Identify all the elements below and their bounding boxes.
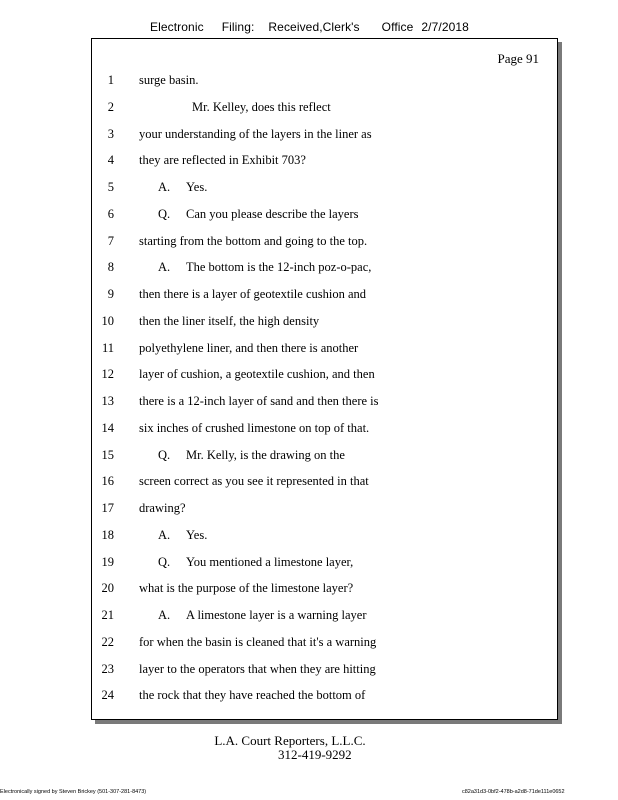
transcript-line: [92, 180, 557, 200]
transcript-line: [92, 207, 557, 227]
line-body: The bottom is the 12-inch poz-o-pac,: [186, 260, 372, 275]
page-number: Page 91: [497, 51, 539, 66]
transcript-line: [92, 581, 557, 601]
line-body: Mr. Kelly, is the drawing on the: [186, 447, 345, 462]
transcript-line: [92, 100, 557, 120]
electronic-signature: Electronically signed by Steven Brickey (501-307-281-8473): [0, 789, 147, 795]
line-text: the rock that they have reached the bottom of: [139, 688, 366, 703]
line-number: 21: [101, 608, 114, 622]
transcript-line: [92, 234, 557, 254]
transcript-line: [92, 287, 557, 307]
answer-marker: A.: [158, 180, 171, 194]
line-text: layer of cushion, a geotextile cushion, and then: [139, 367, 375, 382]
line-body: You mentioned a limestone layer,: [186, 554, 354, 569]
line-number: 11: [101, 340, 114, 355]
line-body: Can you please describe the layers: [186, 206, 359, 221]
line-text: there is a 12-inch layer of sand and then there is: [139, 394, 379, 408]
question-marker: Q.: [158, 206, 171, 221]
transcript-line: [92, 474, 557, 494]
transcript-line: [92, 555, 557, 575]
answer-marker: A.: [158, 527, 171, 542]
filing-header-office: Office: [381, 20, 414, 34]
line-body: A limestone layer is a warning layer: [186, 608, 367, 622]
transcript-line: [92, 501, 557, 521]
line-text: [158, 180, 207, 195]
transcript-line: [92, 688, 557, 708]
line-number: 8: [107, 260, 114, 275]
line-text: [158, 555, 353, 570]
line-number: 12: [101, 367, 114, 382]
filing-header-date: 2/7/2018: [421, 20, 469, 34]
transcript-line: [92, 367, 557, 387]
line-number: 24: [101, 688, 114, 703]
line-body: Yes.: [186, 527, 208, 542]
line-number: 5: [107, 180, 114, 194]
line-text: [158, 448, 345, 463]
line-text: six inches of crushed limestone on top of that.: [139, 420, 370, 435]
line-text: [158, 608, 367, 623]
footer-phone: 312-419-9292: [278, 747, 352, 762]
filing-header-received: Received,Clerk's: [268, 20, 360, 34]
transcript-line: [92, 662, 557, 682]
line-text: they are reflected in Exhibit 703?: [139, 153, 306, 168]
transcript-line: [92, 341, 557, 361]
transcript-line: [92, 153, 557, 173]
line-number: 7: [107, 233, 114, 248]
answer-marker: A.: [158, 608, 171, 622]
line-text: [158, 260, 371, 275]
question-marker: Q.: [158, 447, 171, 462]
line-number: 6: [107, 206, 114, 221]
line-number: 20: [101, 581, 114, 596]
line-number: 2: [107, 99, 114, 114]
transcript-page: [91, 38, 558, 720]
line-number: 14: [101, 420, 114, 435]
transcript-line: [92, 314, 557, 334]
line-text: layer to the operators that when they are hitting: [139, 661, 376, 676]
transcript-line: [92, 73, 557, 93]
line-number: 10: [101, 313, 114, 328]
line-text: for when the basin is cleaned that it's a warning: [139, 634, 377, 649]
line-number: 3: [107, 126, 114, 141]
filing-header-filing: Filing:: [221, 20, 255, 34]
line-text: drawing?: [139, 501, 186, 515]
line-number: 15: [101, 447, 114, 462]
line-text: surge basin.: [139, 73, 199, 87]
line-text: polyethylene liner, and then there is another: [139, 340, 359, 355]
transcript-line: [92, 528, 557, 548]
line-text: your understanding of the layers in the liner as: [139, 126, 372, 141]
document-hash: c82a31d3-0bf2-478b-a2d8-71de111e0652: [462, 789, 565, 795]
filing-header: [150, 20, 469, 34]
footer-company: L.A. Court Reporters, L.L.C.: [214, 733, 366, 748]
answer-marker: A.: [158, 260, 171, 275]
line-number: 1: [107, 73, 114, 87]
line-text: then there is a layer of geotextile cushion and: [139, 287, 367, 301]
line-number: 13: [101, 394, 114, 408]
line-number: 23: [101, 661, 114, 676]
line-body: Yes.: [186, 180, 208, 194]
line-number: 9: [107, 287, 114, 301]
transcript-line: [92, 394, 557, 414]
line-text: [158, 207, 359, 222]
line-number: 22: [101, 634, 114, 649]
transcript-line: [92, 635, 557, 655]
line-number: 4: [107, 153, 114, 168]
line-number: 19: [101, 554, 114, 569]
transcript-line: [92, 260, 557, 280]
line-text: then the liner itself, the high density: [139, 313, 320, 328]
transcript-line: [92, 608, 557, 628]
transcript-line: [92, 127, 557, 147]
line-number: 17: [101, 501, 114, 515]
transcript-line: [92, 448, 557, 468]
filing-header-electronic: Electronic: [150, 20, 204, 34]
transcript-line: [92, 421, 557, 441]
line-text: what is the purpose of the limestone layer?: [139, 581, 354, 596]
line-text: screen correct as you see it represented in that: [139, 474, 369, 489]
line-text: starting from the bottom and going to the top.: [139, 233, 368, 248]
line-text: Mr. Kelley, does this reflect: [192, 99, 331, 114]
line-number: 16: [101, 474, 114, 489]
line-text: [158, 528, 207, 543]
question-marker: Q.: [158, 554, 171, 569]
line-number: 18: [101, 527, 114, 542]
